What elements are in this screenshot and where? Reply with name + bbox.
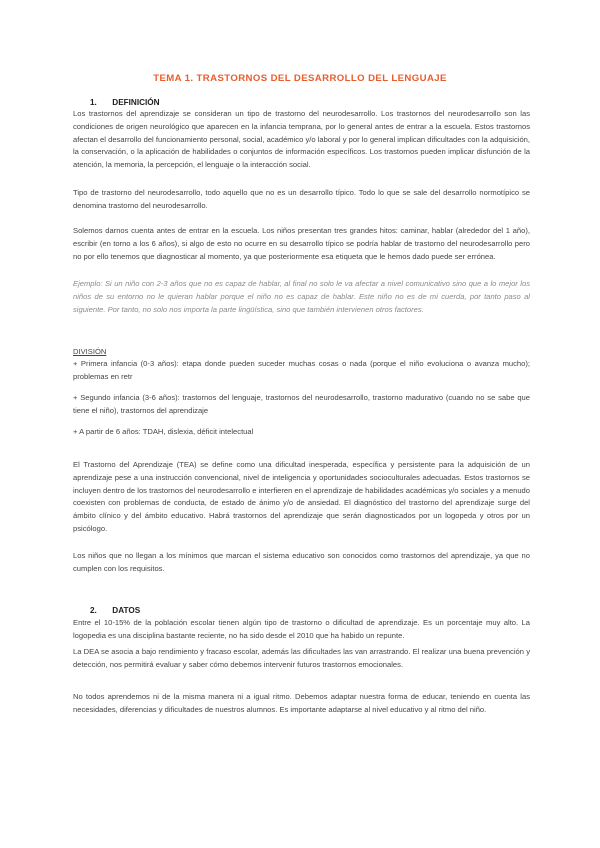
division-label: DIVISIÓN: [73, 347, 107, 356]
section-title: DEFINICIÓN: [112, 98, 160, 107]
division-item-first-infancy: + Primera infancia (0-3 años): etapa donde pueden suceder muchas cosas o nada (porque el niño evoluciona o avanza mucho); problemas en retr: [73, 359, 530, 381]
paragraph-learning-pace: No todos aprendemos ni de la misma manera ni a igual ritmo. Debemos adaptar nuestra forma de educar, teniendo en cuenta las necesidades, diferencias y dificultades de nuestros alumnos. Es importante adaptarse al nivel educativo y al ritmo del niño.: [73, 692, 530, 714]
paragraph-dea: La DEA se asocia a bajo rendimiento y fracaso escolar, además las dificultades las van arrastrando. El realizar una buena prevención y detección, nos permitirá evaluar y saber cómo debemos intervenir futuros trastornos emocionales.: [73, 647, 530, 669]
paragraph-type: Tipo de trastorno del neurodesarrollo, todo aquello que no es un desarrollo típico. Todo lo que se sale del desarrollo normotípico se denomina trastorno del neurodesarrollo.: [73, 188, 530, 210]
section-heading-definicion: [90, 98, 160, 107]
section-number: 2.: [90, 606, 97, 615]
division-item-second-infancy: + Segundo infancia (3-6 años): trastornos del lenguaje, trastornos del neurodesarrollo, trastorno madurativo (cuando no se sabe que tiene el niño), trastornos del aprendizaje: [73, 393, 530, 415]
paragraph-tea: El Trastorno del Aprendizaje (TEA) se define como una dificultad inesperada, específica y persistente para la adquisición de un aprendizaje pese a una instrucción convencional, nivel de inteligencia y oportunidades socioculturales adecuadas. Estos trastornos se incluyen dentro de los trastornos del neurodesarrollo e interfieren en el aprendizaje de habilidades académicas y/o sociales y a menudo coexisten con problemas de conducta, de estado de ánimo y/o de ansiedad. El diagnóstico del trastorno del aprendizaje surge del ámbito clínico y del ámbito educativo. Habrá trastornos del aprendizaje que serán diagnosticados por un logopeda y otros por un psicólogo.: [73, 460, 530, 533]
paragraph-milestones: Solemos darnos cuenta antes de entrar en la escuela. Los niños presentan tres grandes hitos: caminar, hablar (alrededor del 1 año), escribir (en torno a los 6 años), si algo de esto no ocurre en su desarrollo típico se podría hablar de trastorno del neurodesarrollo pero no por ello tenemos que diagnosticar al momento, ya que posteriormente esa etiqueta que le hemos dado puede ser errónea.: [73, 226, 530, 261]
paragraph-example: Ejemplo: Si un niño con 2-3 años que no es capaz de hablar, al final no solo le va afectar a nivel comunicativo sino que a lo mejor los niños de su entorno no le quieran hablar porque el niño no es capaz de hablar. Este niño no es de mi cuerda, por tanto paso al siguiente. Por tanto, no solo nos importa la parte lingüística, sino que también intervienen otros factores.: [73, 279, 530, 314]
section-title: DATOS: [112, 606, 141, 615]
division-item-from-six: + A partir de 6 años: TDAH, dislexia, déficit intelectual: [73, 427, 254, 436]
paragraph-statistics: Entre el 10-15% de la población escolar tienen algún tipo de trastorno o dificultad de aprendizaje. Es un porcentaje muy alto. La logopedia es una disciplina bastante reciente, no ha sido desde el 2010 que ha habido un repunte.: [73, 618, 530, 640]
document-title: TEMA 1. TRASTORNOS DEL DESARROLLO DEL LENGUAJE: [153, 73, 447, 84]
section-heading-datos: [90, 606, 140, 615]
paragraph-minimums: Los niños que no llegan a los mínimos que marcan el sistema educativo son conocidos como trastornos del aprendizaje, ya que no cumplen con los requisitos.: [73, 551, 530, 573]
section-number: 1.: [90, 98, 97, 107]
paragraph-definition: Los trastornos del aprendizaje se consideran un tipo de trastorno del neurodesarrollo. Los trastornos del neurodesarrollo son las condiciones de origen neurológico que aparecen en la infancia temprana, por lo general antes de entrar a la escuela. Estos trastornos afectan el desarrollo del funcionamiento personal, social, académico y/o laboral y por lo general implican dificultades con la adquisición, la conservación, o la aplicación de habilidades o conjuntos de información específicos. Los trastornos pueden implicar disfunción de la atención, la memoria, la percepción, el lenguaje o la interacción social.: [73, 109, 530, 170]
